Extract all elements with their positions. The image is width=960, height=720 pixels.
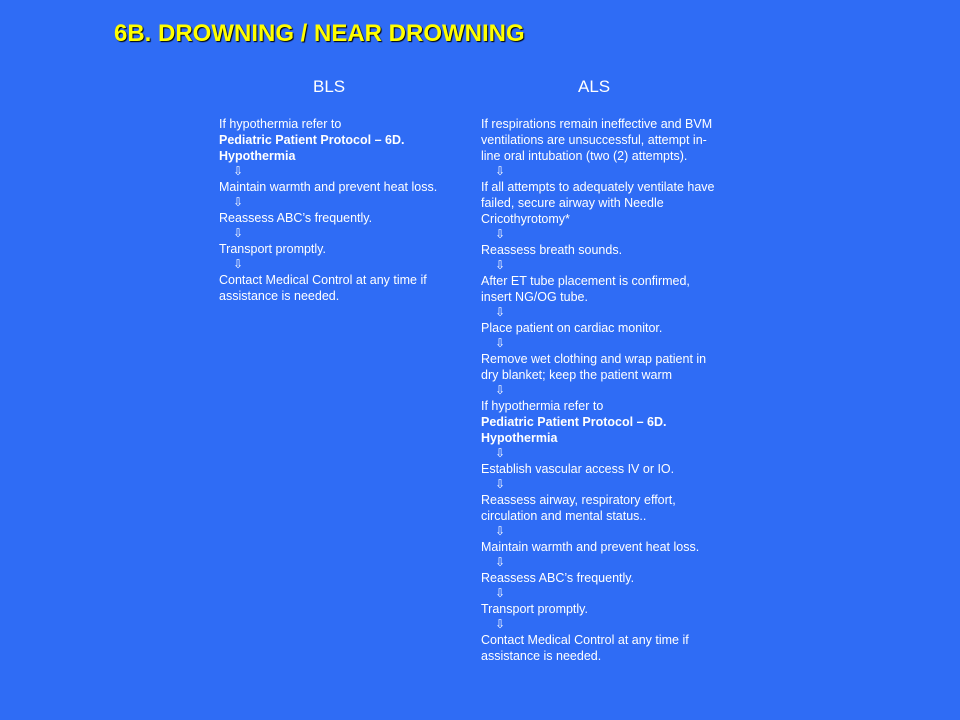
down-arrow-icon: ⇩ bbox=[495, 477, 506, 491]
bls-step bbox=[219, 179, 449, 195]
step-text: Reassess airway, respiratory effort, circulation and mental status.. bbox=[481, 493, 676, 523]
bls-step bbox=[219, 116, 449, 164]
step-text: Maintain warmth and prevent heat loss. bbox=[481, 540, 700, 554]
bls-step bbox=[219, 241, 449, 257]
step-text: Maintain warmth and prevent heat loss. bbox=[219, 180, 438, 194]
step-text: Remove wet clothing and wrap patient in dry blanket; keep the patient warm bbox=[481, 352, 707, 382]
als-step bbox=[481, 273, 721, 305]
step-text: After ET tube placement is confirmed, insert NG/OG tube. bbox=[481, 274, 690, 304]
down-arrow-icon: ⇩ bbox=[233, 164, 244, 178]
step-text: Establish vascular access IV or IO. bbox=[481, 462, 675, 476]
protocol-reference: Pediatric Patient Protocol – 6D. Hypothermia bbox=[481, 415, 667, 445]
als-step bbox=[481, 320, 721, 336]
down-arrow-icon: ⇩ bbox=[495, 446, 506, 460]
down-arrow-icon: ⇩ bbox=[495, 617, 506, 631]
bls-column bbox=[219, 116, 449, 304]
als-step bbox=[481, 242, 721, 258]
step-text: If hypothermia refer to bbox=[481, 399, 604, 413]
step-text: Place patient on cardiac monitor. bbox=[481, 321, 663, 335]
als-step bbox=[481, 116, 721, 164]
als-heading: ALS bbox=[578, 77, 611, 96]
als-step bbox=[481, 570, 721, 586]
step-text: If all attempts to adequately ventilate have failed, secure airway with Needle Cricothyrotomy* bbox=[481, 180, 715, 226]
down-arrow-icon: ⇩ bbox=[495, 555, 506, 569]
down-arrow-icon: ⇩ bbox=[495, 336, 506, 350]
step-text: If hypothermia refer to bbox=[219, 117, 342, 131]
down-arrow-icon: ⇩ bbox=[233, 195, 244, 209]
bls-step bbox=[219, 272, 449, 304]
step-text: Transport promptly. bbox=[219, 242, 326, 256]
als-column bbox=[481, 116, 721, 664]
step-text: If respirations remain ineffective and BVM ventilations are unsuccessful, attempt in-line oral intubation (two (2) attempts). bbox=[481, 117, 713, 163]
bls-step bbox=[219, 210, 449, 226]
step-text: Contact Medical Control at any time if assistance is needed. bbox=[481, 633, 689, 663]
step-text: Transport promptly. bbox=[481, 602, 588, 616]
down-arrow-icon: ⇩ bbox=[495, 305, 506, 319]
down-arrow-icon: ⇩ bbox=[495, 383, 506, 397]
bls-heading: BLS bbox=[313, 77, 346, 96]
down-arrow-icon: ⇩ bbox=[495, 258, 506, 272]
slide-title: 6B. DROWNING / NEAR DROWNING bbox=[114, 20, 525, 47]
als-step bbox=[481, 461, 721, 477]
step-text: Reassess ABC’s frequently. bbox=[481, 571, 635, 585]
down-arrow-icon: ⇩ bbox=[233, 226, 244, 240]
als-step bbox=[481, 179, 721, 227]
als-step bbox=[481, 351, 721, 383]
down-arrow-icon: ⇩ bbox=[495, 164, 506, 178]
down-arrow-icon: ⇩ bbox=[495, 586, 506, 600]
als-step bbox=[481, 601, 721, 617]
step-text: Reassess breath sounds. bbox=[481, 243, 623, 257]
down-arrow-icon: ⇩ bbox=[495, 227, 506, 241]
als-step bbox=[481, 398, 721, 446]
down-arrow-icon: ⇩ bbox=[233, 257, 244, 271]
als-step bbox=[481, 539, 721, 555]
protocol-reference: Pediatric Patient Protocol – 6D. Hypothermia bbox=[219, 133, 405, 163]
step-text: Contact Medical Control at any time if assistance is needed. bbox=[219, 273, 427, 303]
als-step bbox=[481, 492, 721, 524]
step-text: Reassess ABC’s frequently. bbox=[219, 211, 373, 225]
down-arrow-icon: ⇩ bbox=[495, 524, 506, 538]
als-step bbox=[481, 632, 721, 664]
